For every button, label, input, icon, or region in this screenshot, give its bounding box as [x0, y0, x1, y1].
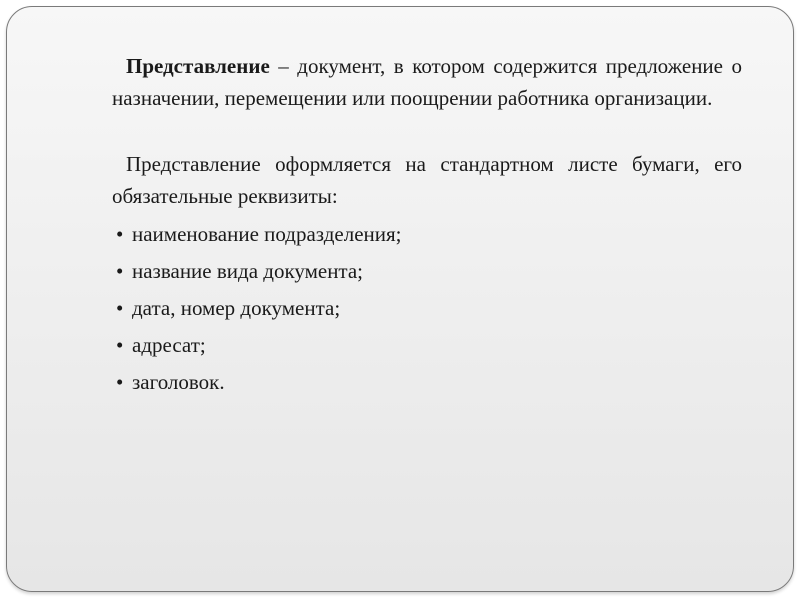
list-item-text: наименование подразделения;: [132, 222, 402, 246]
bullet-icon: •: [116, 370, 124, 394]
list-item: [112, 292, 742, 324]
list-item-text: название вида документа;: [132, 259, 364, 283]
requisites-list: [112, 218, 742, 398]
list-item: [112, 329, 742, 361]
list-item: [112, 255, 742, 287]
list-item-text: дата, номер документа;: [132, 296, 341, 320]
list-item: [112, 218, 742, 250]
definition-paragraph: [112, 50, 742, 114]
slide-content: [112, 50, 742, 403]
bullet-icon: •: [116, 333, 124, 357]
list-item-text: адресат;: [132, 333, 206, 357]
definition-text: – документ, в котором содержится предложение о назначении, перемещении или поощрении работника организации.: [112, 54, 742, 110]
bullet-icon: •: [116, 296, 124, 320]
requisites-intro: Представление оформляется на стандартном листе бумаги, его обязательные реквизиты:: [112, 152, 742, 208]
list-item-text: заголовок.: [132, 370, 225, 394]
bullet-icon: •: [116, 259, 124, 283]
definition-term: Представление: [126, 54, 270, 78]
list-item: [112, 366, 742, 398]
bullet-icon: •: [116, 222, 124, 246]
